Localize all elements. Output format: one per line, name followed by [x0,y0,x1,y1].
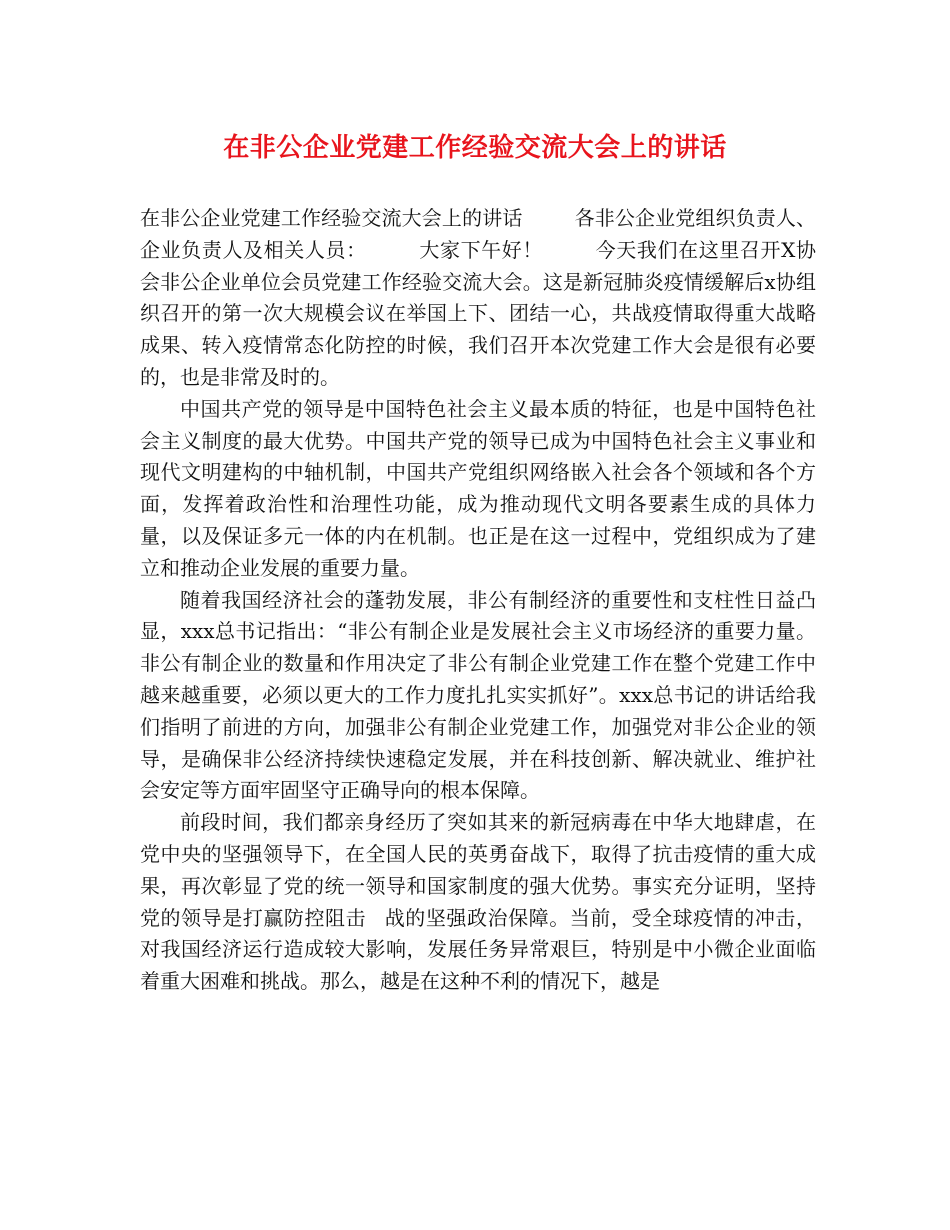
body-paragraph: 随着我国经济社会的蓬勃发展，非公有制经济的重要性和支柱性日益凸显，xxx总书记指出：“非公有制企业是发展社会主义市场经济的重要力量。非公有制企业的数量和作用决定了非公有制企业党建工作在整个党建工作中越来越重要，必须以更大的工作力度扎扎实实抓好”。xxx总书记的讲话给我们指明了前进的方向，加强非公有制企业党建工作，加强党对非公企业的领导，是确保非公经济持续快速稳定发展，并在科技创新、解决就业、维护社会安定等方面牢固坚守正确导向的根本保障。 [140,587,816,803]
intro-paragraph [140,203,816,394]
body-paragraph: 中国共产党的领导是中国特色社会主义最本质的特征，也是中国特色社会主义制度的最大优势。中国共产党的领导已成为中国特色社会主义事业和现代文明建构的中轴机制，中国共产党组织网络嵌入社会各个领域和各个方面，发挥着政治性和治理性功能，成为推动现代文明各要素生成的具体力量，以及保证多元一体的内在机制。也正是在这一过程中，党组织成为了建立和推动企业发展的重要力量。 [140,396,816,580]
intro-text: 今天我们在这里召开X协会非公企业单位会员党建工作经验交流大会。这是新冠肺炎疫情缓解后x协组织召开的第一次大规模会议在举国上下、团结一心，共战疫情取得重大战略成果、转入疫情常态化防控的时候，我们召开本次党建工作大会是很有必要的，也是非常及时的。 [140,237,817,389]
document-title: 在非公企业党建工作经验交流大会上的讲话 [223,133,727,163]
intro-salutation: 各非公企业党组织负责人、企业负责人及相关人员： [140,206,817,262]
last-paragraph-part1: 前段时间，我们都亲身经历了突如其来的新冠病毒在中华大地肆虐，在党中央的坚强领导下，在全国人民的英勇奋战下，取得了抗击疫情的重大成果，再次彰显了党的统一领导和国家制度的强大优势。事实充分证明，坚持党的领导是打赢防控阻击 [140,810,816,930]
document-body [140,203,816,998]
last-paragraph-part2: 战的坚强政治保障。当前，受全球疫情的冲击，对我国经济运行造成较大影响，发展任务异常艰巨，特别是中小微企业面临着重大困难和挑战。那么，越是在这种不利的情况下，越是 [140,905,816,994]
body-paragraph [140,807,816,998]
intro-greeting: 大家下午好！ [418,237,544,262]
intro-heading: 在非公企业党建工作经验交流大会上的讲话 [140,206,523,230]
